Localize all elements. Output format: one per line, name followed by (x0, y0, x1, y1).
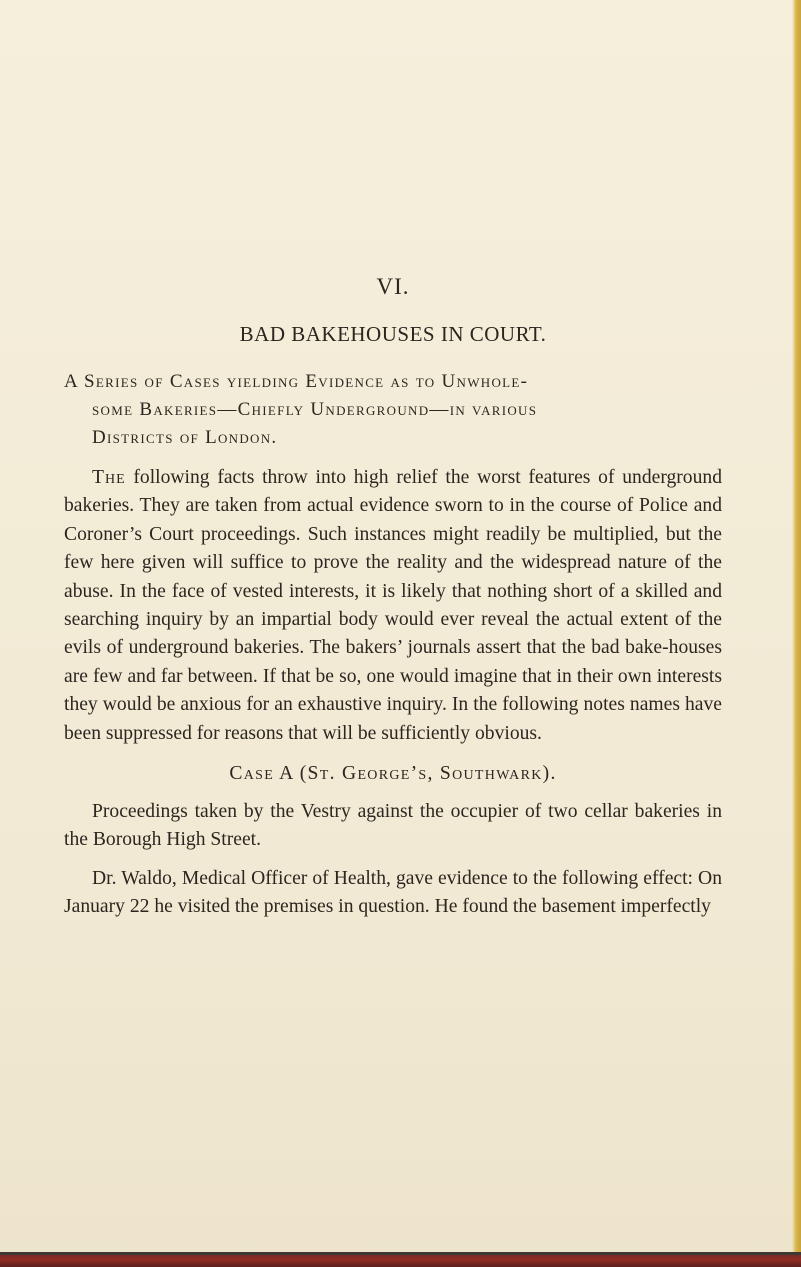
case-a-paragraph-1: Proceedings taken by the Vestry against the occupier of two cellar bakeries in the Borough High Street. (64, 801, 722, 851)
page-content (64, 272, 722, 922)
intro-lead-word: The (92, 467, 126, 488)
subtitle-line-1: A Series of Cases yielding Evidence as to Unwhole- (64, 371, 529, 392)
case-a-paragraph-2: Dr. Waldo, Medical Officer of Health, gave evidence to the following effect: On January 22 he visited the premises in question. He found the basement imperfectly (64, 867, 722, 918)
intro-paragraph (64, 464, 722, 748)
bottom-binding-strip (0, 1255, 801, 1267)
page-edge (792, 0, 801, 1267)
case-a-heading: Case A (St. George’s, Southwark). (229, 763, 557, 785)
intro-text: following facts throw into high relief the worst features of underground bakeries. They are taken from actual evidence sworn to in the course of Police and Coroner’s Court proceedings. Such instances might readily be multiplied, but the few here given will suffice to prove the reality and the widespread nature of the abuse. In the face of vested interests, it is likely that nothing short of a skilled and searching inquiry by an impartial body would ever reveal the actual extent of the evils of underground bakeries. The bakers’ journals assert that the bad bake-houses are few and far between. If that be so, one would imagine that in their own interests they would be anxious for an exhaustive inquiry. In the following notes names have been suppressed for reasons that will be sufficiently obvious. (64, 467, 722, 744)
subtitle-line-3: Districts of London. (92, 427, 278, 448)
subtitle-line-2: some Bakeries—Chiefly Underground—in various (92, 399, 538, 420)
chapter-subtitle (64, 368, 722, 452)
chapter-title: BAD BAKEHOUSES IN COURT. (239, 322, 547, 346)
chapter-number: VI. (376, 274, 410, 299)
